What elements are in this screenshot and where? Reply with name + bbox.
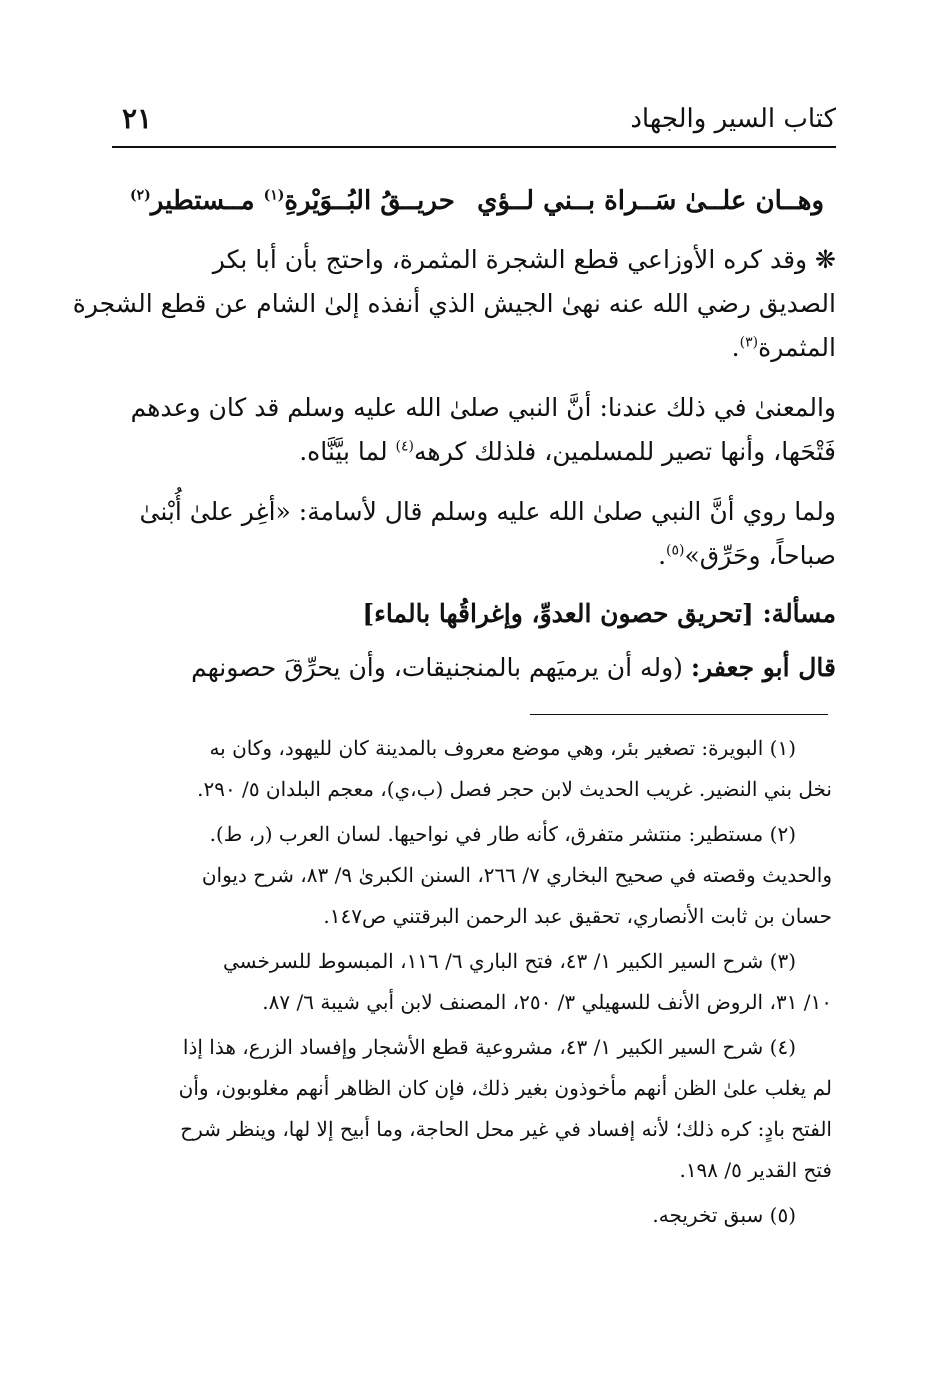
paragraph-text: . xyxy=(731,333,740,362)
footnote-line: ١٠/ ٣١، الروض الأنف للسهيلي ٣/ ٢٥٠، المصنف لابن أبي شيبة ٦/ ٨٧. xyxy=(262,990,832,1014)
footnote-ref-4: (٤) xyxy=(395,438,414,455)
paragraph-text: . xyxy=(658,541,667,570)
verse-second-hemistich xyxy=(130,186,455,216)
footnote-1 xyxy=(114,728,832,810)
footnote-5 xyxy=(114,1195,832,1236)
paragraph-line: ❋ وقد كره الأوزاعي قطع الشجرة المثمرة، واحتج بأن أبا بكر xyxy=(212,245,836,274)
header-rule xyxy=(112,146,836,148)
footnote-line: (٣) شرح السير الكبير ١/ ٤٣، فتح الباري ٦/ ١١٦، المبسوط للسرخسي xyxy=(223,949,796,973)
paragraph-line xyxy=(116,534,836,578)
paragraph-text: المثمرة xyxy=(758,333,836,362)
paragraph-text: صباحاً، وحَرِّق» xyxy=(684,541,836,570)
footnote-ref-1: (١) xyxy=(263,187,285,204)
speaker-label: قال أبو جعفر: xyxy=(690,653,836,682)
paragraph-3 xyxy=(116,490,836,578)
footnote-ref-2: (٢) xyxy=(130,187,151,204)
verse-first-hemistich: وهــان علــىٰ سَــراة بــني لــؤي xyxy=(477,186,824,216)
footnote-line: (١) البويرة: تصغير بئر، وهي موضع معروف بالمدينة كان لليهود، وكان به xyxy=(209,736,796,760)
footnote-line: نخل بني النضير. غريب الحديث لابن حجر فصل (ب،ي)، معجم البلدان ٥/ ٢٩٠. xyxy=(197,777,832,801)
footnotes xyxy=(114,728,832,1240)
paragraph-2 xyxy=(116,386,836,474)
paragraph-line xyxy=(116,326,836,370)
footnote-ref-3: (٣) xyxy=(739,334,759,351)
running-title: كتاب السير والجهاد xyxy=(630,104,836,134)
footnote-line: حسان بن ثابت الأنصاري، تحقيق عبد الرحمن البرقتني ص١٤٧. xyxy=(323,904,832,928)
footnote-line: الفتح بادٍ: كره ذلك؛ لأنه إفساد في غير محل الحاجة، وما أبيح إلا لها، وينظر شرح xyxy=(180,1117,832,1141)
paragraph-4 xyxy=(116,646,836,690)
paragraph-line xyxy=(116,430,836,474)
section-heading: مسألة: [تحريق حصون العدوِّ، وإغراقُها بالماء] xyxy=(362,599,836,628)
footnote-2 xyxy=(114,814,832,937)
footnote-line: فتح القدير ٥/ ١٩٨. xyxy=(679,1158,832,1182)
footnote-line: (٥) سبق تخريجه. xyxy=(652,1203,796,1227)
paragraph-line: الصديق رضي الله عنه نهىٰ الجيش الذي أنفذه إلىٰ الشام عن قطع الشجرة xyxy=(72,289,836,318)
paragraph-1 xyxy=(72,238,836,370)
page-number: ٢١ xyxy=(122,102,153,135)
paragraph-line xyxy=(116,646,836,690)
verse-text-b: مــستطير xyxy=(150,186,264,216)
footnote-line: (٢) مستطير: منتشر متفرق، كأنه طار في نواحيها. لسان العرب (ر، ط). xyxy=(209,822,796,846)
paragraph-text: فَتْحَها، وأنها تصير للمسلمين، فلذلك كرهه xyxy=(413,437,836,466)
footnote-separator xyxy=(530,714,828,715)
footnote-3 xyxy=(114,941,832,1023)
footnote-4 xyxy=(114,1027,832,1191)
footnote-line: (٤) شرح السير الكبير ١/ ٤٣، مشروعية قطع الأشجار وإفساد الزرع، هذا إذا xyxy=(182,1035,796,1059)
paragraph-line: ولما روي أنَّ النبي صلىٰ الله عليه وسلم قال لأسامة: «أغِر علىٰ أُبْنىٰ xyxy=(139,497,836,526)
paragraph-text: لما بيَّنَّاه. xyxy=(299,437,396,466)
running-header xyxy=(112,100,836,144)
footnote-line: لم يغلب علىٰ الظن أنهم مأخوذون بغير ذلك، فإن كان الظاهر أنهم مغلوبون، وأن xyxy=(178,1076,832,1100)
paragraph-text: (وله أن يرميَهم بالمنجنيقات، وأن يحرِّقَ حصونهم xyxy=(191,653,691,682)
verse-text-a: حريــقُ البُــوَيْرةِ xyxy=(284,186,455,216)
paragraph-line: والمعنىٰ في ذلك عندنا: أنَّ النبي صلىٰ الله عليه وسلم قد كان وعدهم xyxy=(130,393,836,422)
footnote-line: والحديث وقصته في صحيح البخاري ٧/ ٢٦٦، السنن الكبرىٰ ٩/ ٨٣، شرح ديوان xyxy=(201,863,832,887)
footnote-ref-5: (٥) xyxy=(666,542,685,559)
